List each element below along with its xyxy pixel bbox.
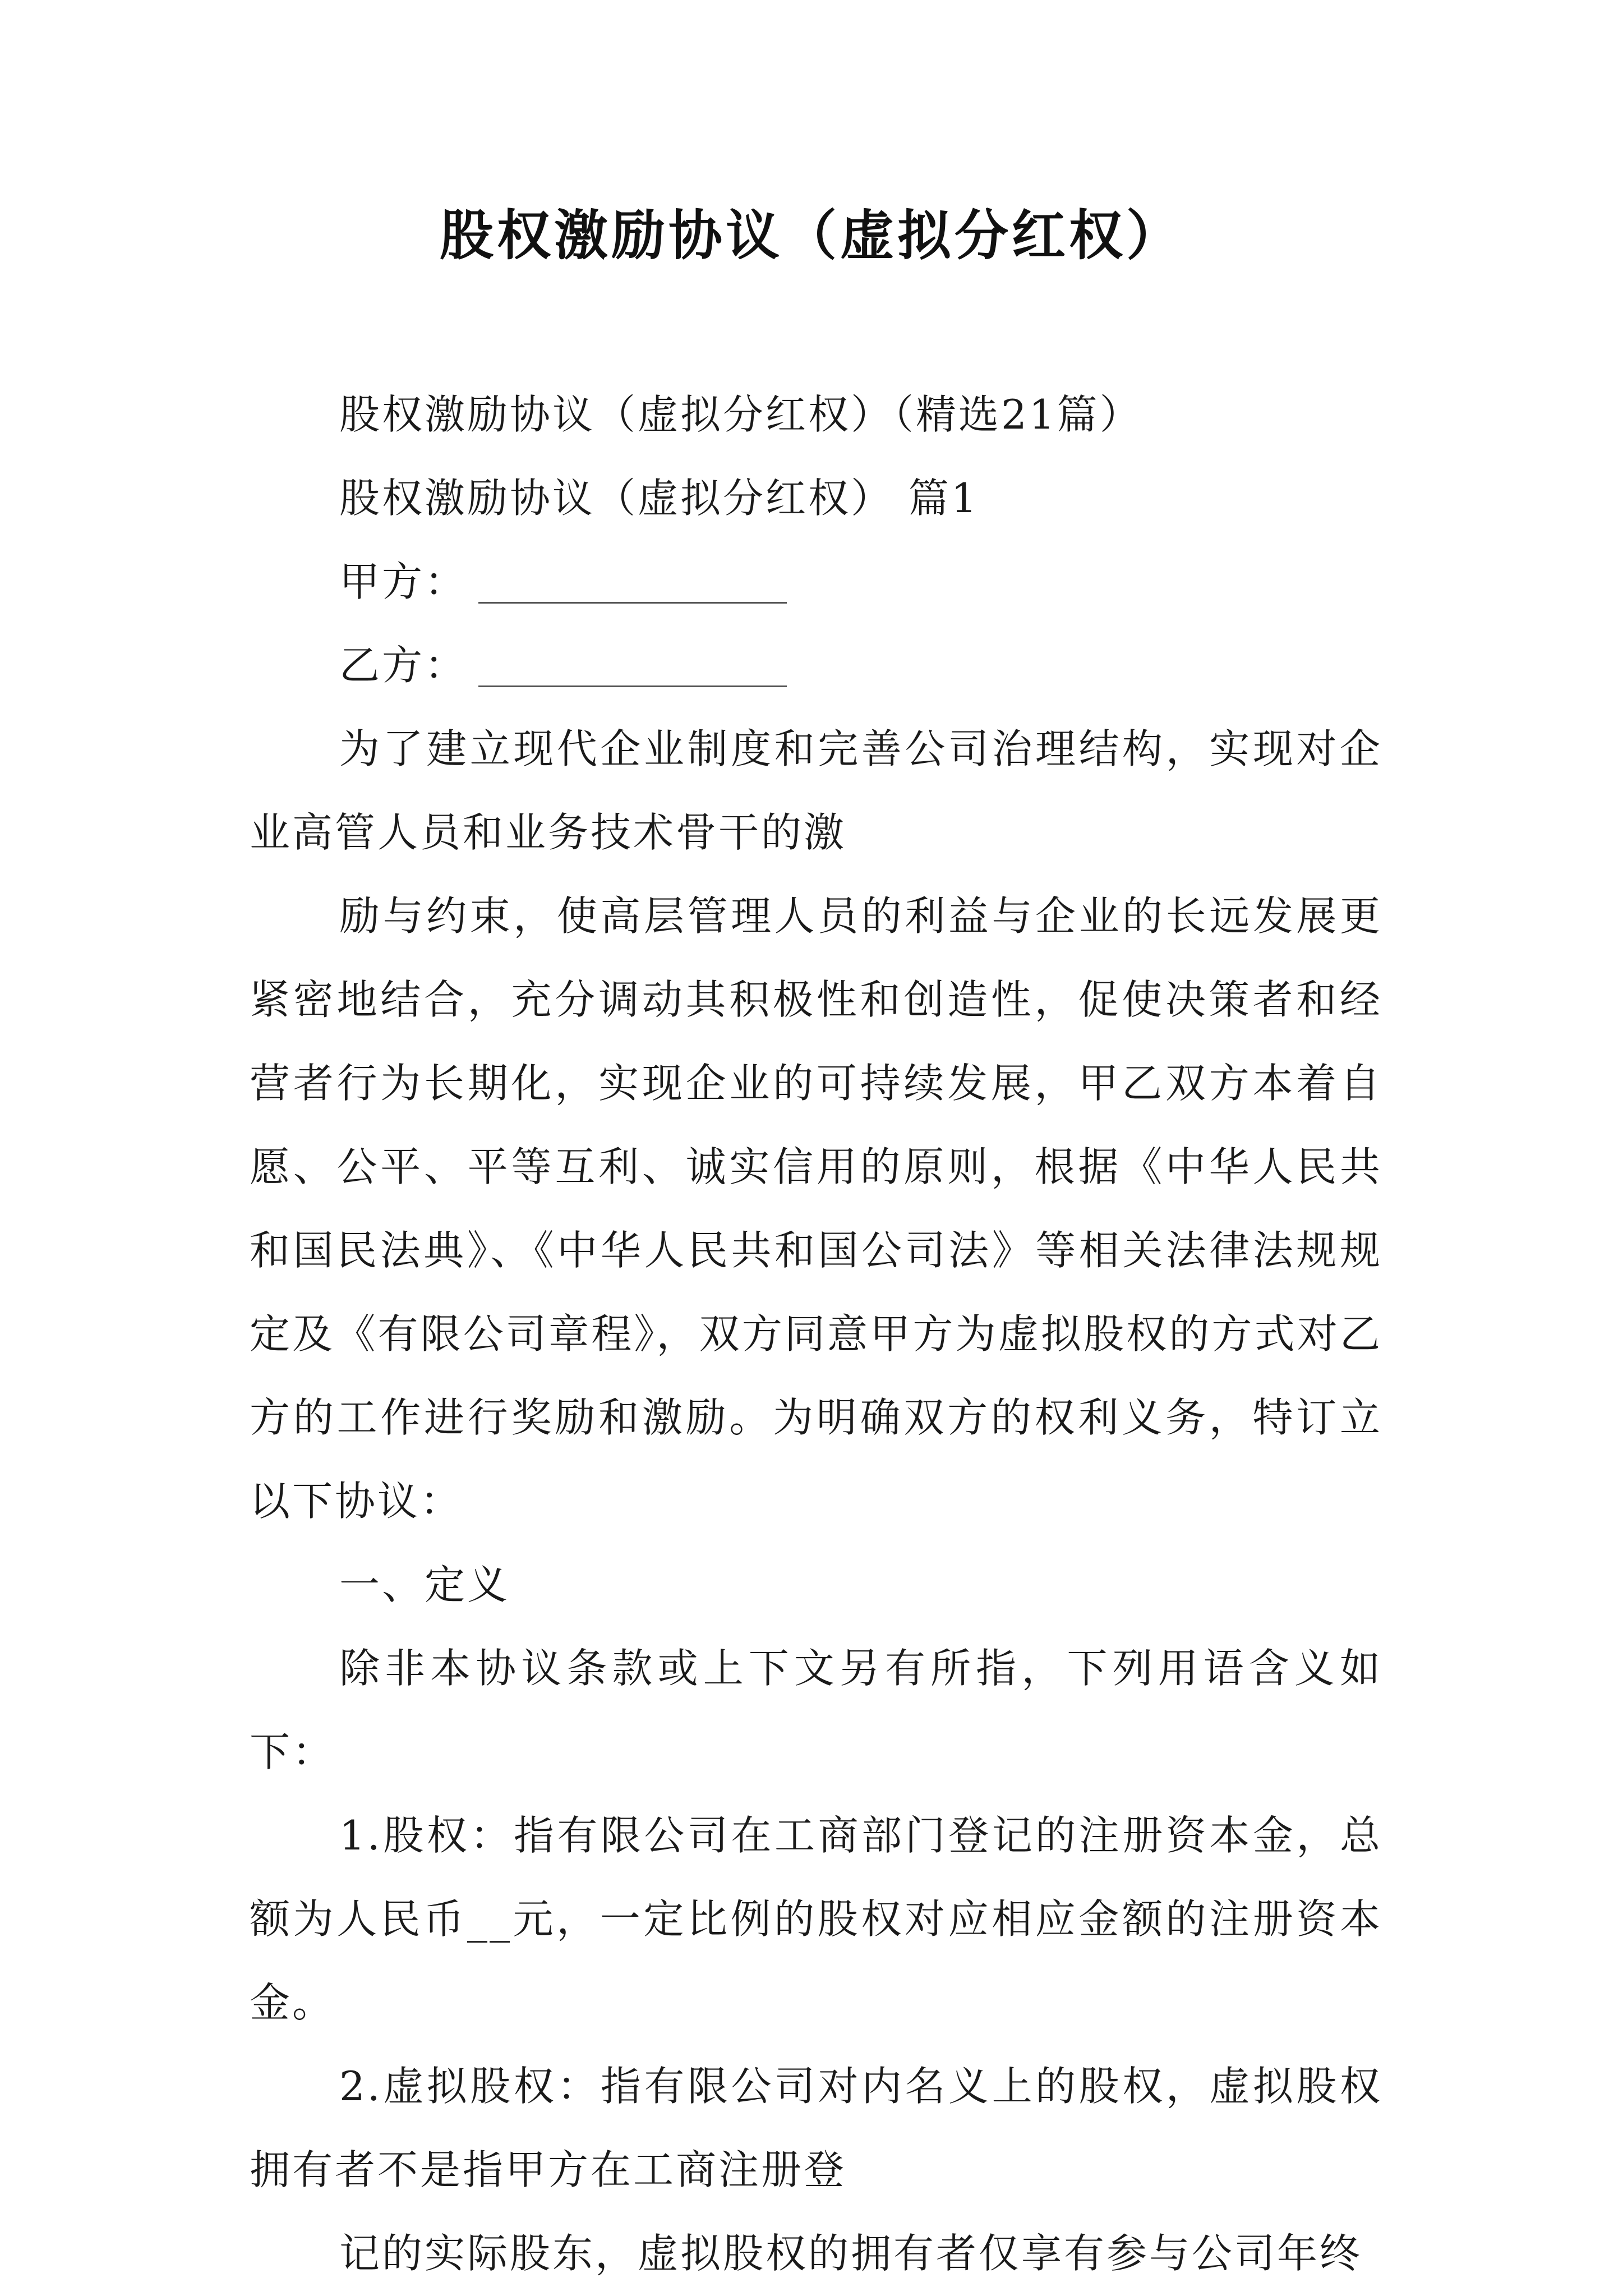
heading-definitions: 一、定义 [339,1561,510,1608]
party-b-blank [478,645,787,687]
paragraph-section-heading: 股权激励协议（虚拟分红权） 篇1 [339,475,979,522]
paragraph-subtitle: 股权激励协议（虚拟分红权）（精选21篇） [339,391,1142,438]
document-title: 股权激励协议（虚拟分红权） [440,204,1183,267]
party-a-line [250,540,1382,624]
party-a-blank [478,562,787,604]
party-b-line [250,624,1382,707]
paragraph-definition-1: 1.股权：指有限公司在工商部门登记的注册资本金，总额为人民币__元，一定比例的股权对应相应金额的注册资本金。 [250,1812,1382,2026]
paragraph-definition-2: 2.虚拟股权：指有限公司对内名义上的股权，虚拟股权拥有者不是指甲方在工商注册登 [250,2063,1382,2193]
paragraph-intro-1: 为了建立现代企业制度和完善公司治理结构，实现对企业高管人员和业务技术骨干的激 [250,725,1382,856]
document-body [250,373,1382,2295]
paragraph-definitions-intro: 除非本协议条款或上下文另有所指，下列用语含义如下： [250,1645,1382,1775]
paragraph-intro-2: 励与约束，使高层管理人员的利益与企业的长远发展更紧密地结合，充分调动其积极性和创造性，促使决策者和经营者行为长期化，实现企业的可持续发展，甲乙双方本着自愿、公平、平等互利、诚实信用的原则，根据《中华人民共和国民法典》、《中华人民共和国公司法》等相关法律法规规定及《有限公司章程》，双方同意甲方为虚拟股权的方式对乙方的工作进行奖励和激励。为明确双方的权利义务，特订立以下协议： [250,892,1382,1525]
paragraph-definition-2-continued: 记的实际股东，虚拟股权的拥有者仅享有参与公司年终 [339,2230,1363,2277]
party-b-label: 乙方： [339,642,468,689]
party-a-label: 甲方： [339,558,468,605]
